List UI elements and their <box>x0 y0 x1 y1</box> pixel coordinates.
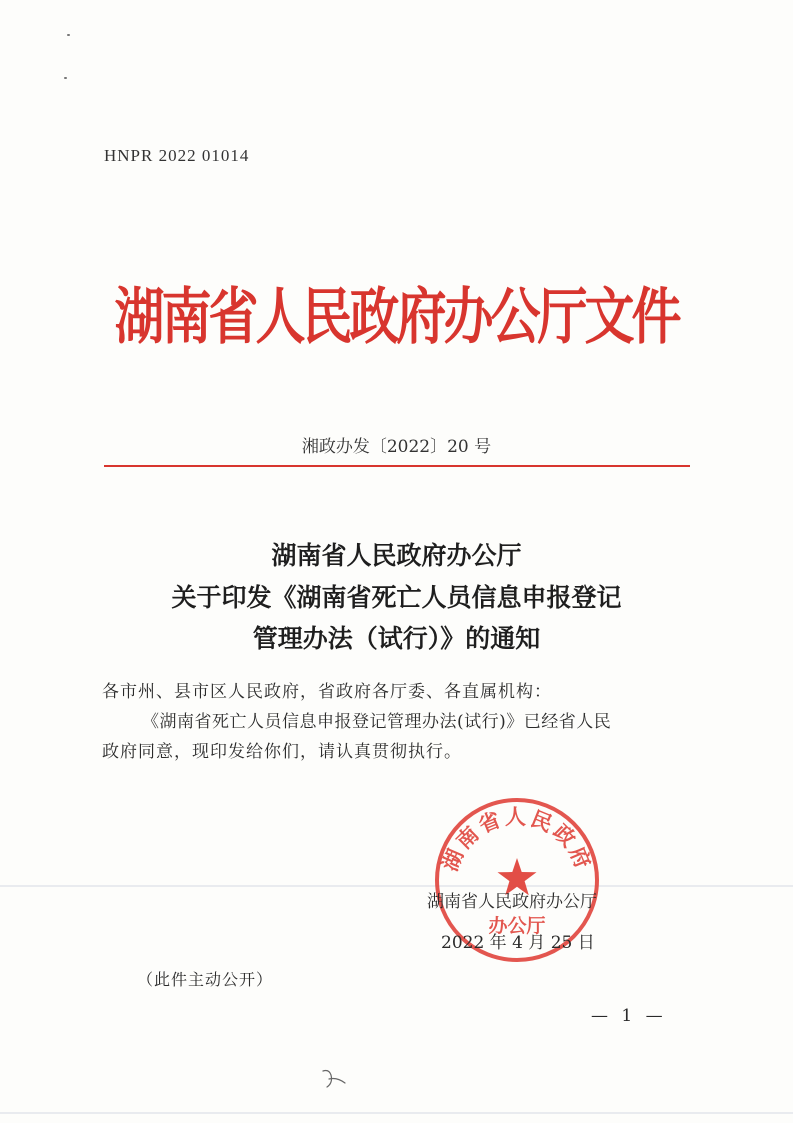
notice-title-line: 关于印发《湖南省死亡人员信息申报登记 <box>171 583 622 612</box>
scan-artifact-line <box>0 1112 793 1114</box>
handwritten-mark <box>319 1061 349 1091</box>
svg-text:湖南省人民政府: 湖南省人民政府 <box>437 805 597 875</box>
scan-speck <box>64 77 67 79</box>
header-red-rule <box>104 465 690 467</box>
document-number: 湘政办发〔2022〕20 号 <box>301 437 492 457</box>
svg-text:办公厅: 办公厅 <box>488 915 546 937</box>
notice-title-line: 管理办法（试行）》的通知 <box>252 624 541 653</box>
signature-date: 2022 年 4 月 25 日 <box>441 933 595 953</box>
page-number: — 1 — <box>591 1006 667 1026</box>
body-text: 政府同意，现印发给你们，请认真贯彻执行。 <box>102 742 462 762</box>
signature-organization: 湖南省人民政府办公厅 <box>427 892 597 912</box>
public-disclosure-note: （此件主动公开） <box>137 970 274 989</box>
body-text: 《湖南省死亡人员信息申报登记管理办法(试行)》已经省人民 <box>142 712 612 732</box>
document-code: HNPR 2022 01014 <box>104 146 250 165</box>
scan-artifact-line <box>0 885 793 887</box>
document-header-title: 湖南省人民政府办公厅文件 <box>114 281 679 353</box>
notice-title-line: 湖南省人民政府办公厅 <box>271 541 522 570</box>
addressee: 各市州、县市区人民政府，省政府各厅委、各直属机构： <box>102 682 552 702</box>
scan-speck <box>67 34 70 36</box>
